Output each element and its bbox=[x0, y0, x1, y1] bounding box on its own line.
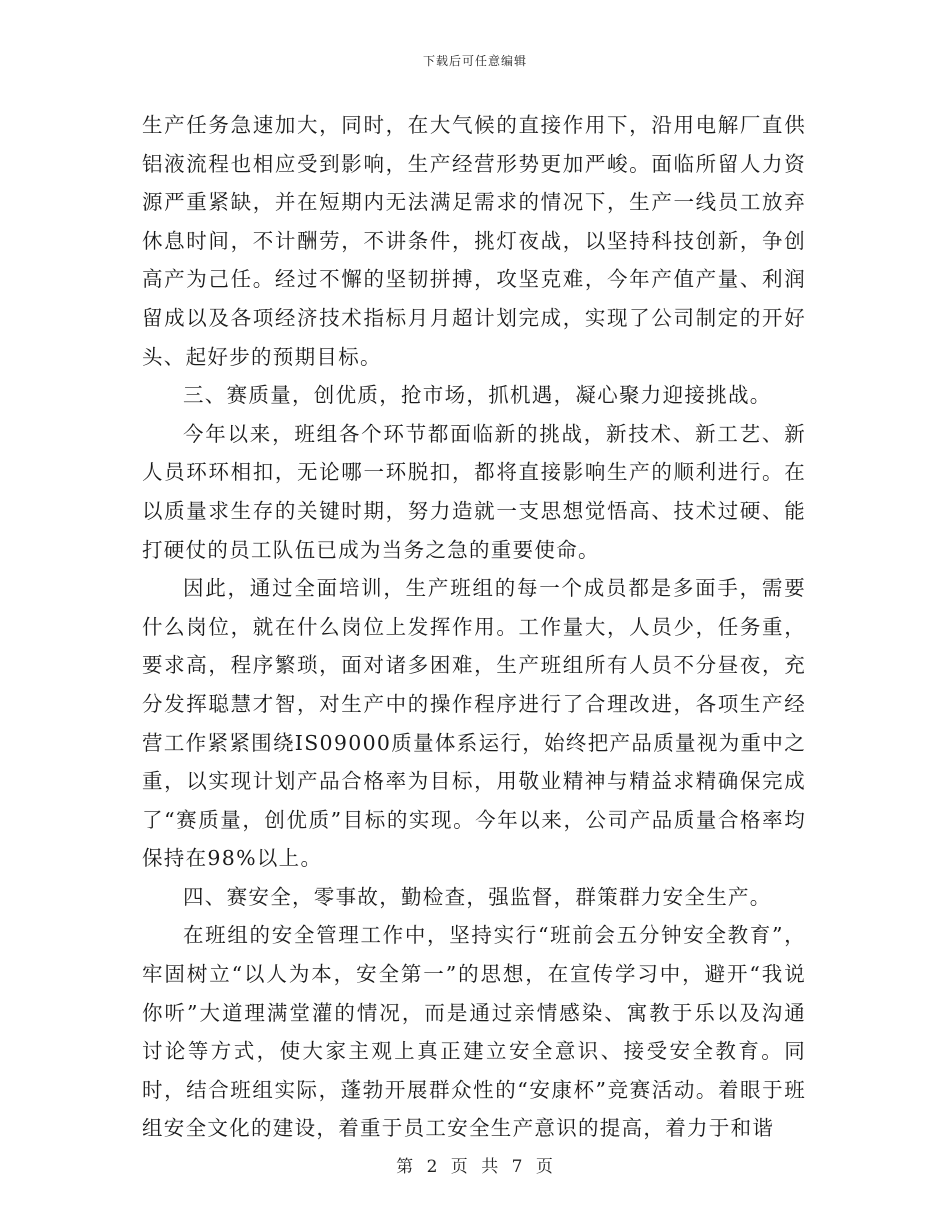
paragraph-1: 生产任务急速加大，同时，在大气候的直接作用下，沿用电解厂直供铝液流程也相应受到影响，生产经营形势更加严峻。面临所留人力资源严重紧缺，并在短期内无法满足需求的情况下，生产一线员工放弃休息时间，不计酬劳，不讲条件，挑灯夜战，以坚持科技创新，争创高产为己任。经过不懈的坚韧拼搏，攻坚克难，今年产值产量、利润留成以及各项经济技术指标月月超计划完成，实现了公司制定的开好头、起好步的预期目标。 bbox=[142, 113, 806, 369]
paragraph-4: 在班组的安全管理工作中，坚持实行“班前会五分钟安全教育”，牢固树立“以人为本，安全第一”的思想，在宣传学习中，避开“我说你听”大道理满堂灌的情况，而是通过亲情感染、寓教于乐以及沟通讨论等方式，使大家主观上真正建立安全意识、接受安全教育。同时，结合班组实际，蓬勃开展群众性的“安康杯”竞赛活动。着眼于班组安全文化的建设，着重于员工安全生产意识的提高，着力于和谐 bbox=[142, 923, 806, 1141]
section-heading-3: 三、赛质量，创优质，抢市场，抓机遇，凝心聚力迎接挑战。 bbox=[183, 383, 772, 408]
page-footer: 第 2 页 共 7 页 bbox=[396, 1157, 554, 1177]
paragraph-2: 今年以来，班组各个环节都面临新的挑战，新技术、新工艺、新人员环环相扣，无论哪一环脱扣，都将直接影响生产的顺利进行。在以质量求生存的关键时期，努力造就一支思想觉悟高、技术过硬、能打硬仗的员工队伍已成为当务之急的重要使命。 bbox=[142, 421, 806, 562]
section-heading-4: 四、赛安全，零事故，勤检查，强监督，群策群力安全生产。 bbox=[183, 884, 772, 909]
document-body bbox=[142, 106, 806, 1148]
paragraph-3: 因此，通过全面培训，生产班组的每一个成员都是多面手，需要什么岗位，就在什么岗位上发挥作用。工作量大，人员少，任务重，要求高，程序繁琐，面对诸多困难，生产班组所有人员不分昼夜，充分发挥聪慧才智，对生产中的操作程序进行了合理改进，各项生产经营工作紧紧围绕IS09000质量体系运行，始终把产品质量视为重中之重，以实现计划产品合格率为目标，用敬业精神与精益求精确保完成了“赛质量，创优质”目标的实现。今年以来，公司产品质量合格率均保持在98%以上。 bbox=[142, 576, 806, 871]
page-header: 下载后可任意编辑 bbox=[422, 54, 527, 68]
